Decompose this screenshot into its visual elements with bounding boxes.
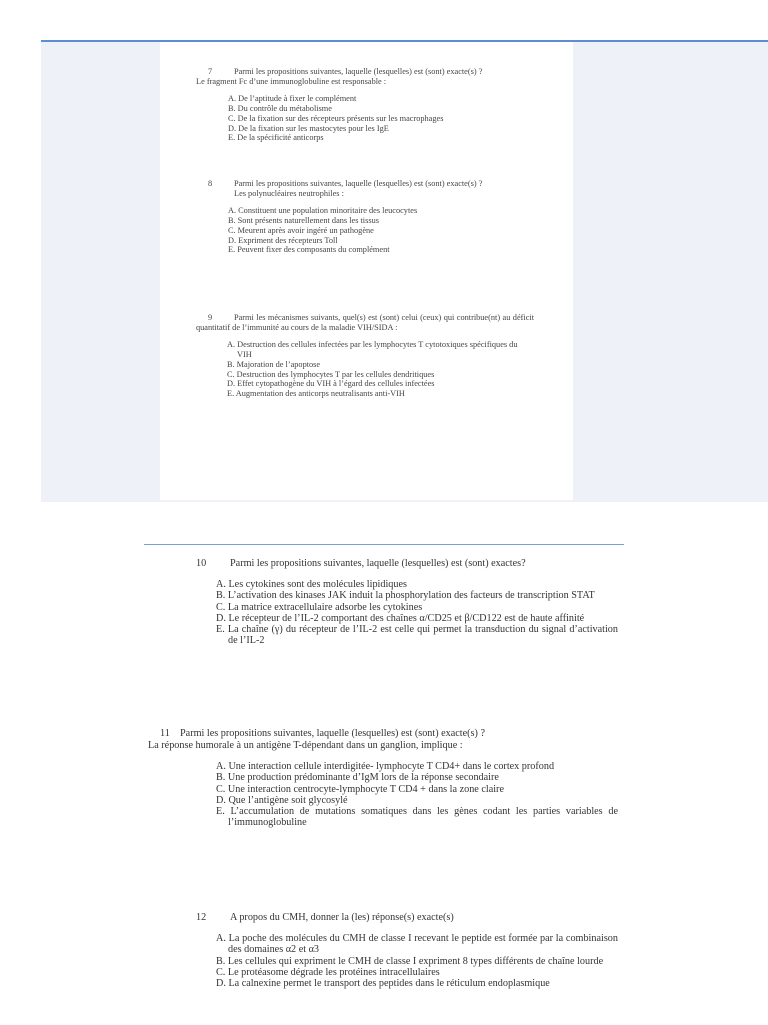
option-list xyxy=(206,933,618,989)
question-lead: Parmi les propositions suivantes, laquelle (lesquelles) est (sont) exacte(s) ? xyxy=(180,728,485,739)
option-e[interactable]: E. Augmentation des anticorps neutralisants anti-VIH xyxy=(227,388,405,398)
option-b[interactable]: B. Les cellules qui expriment le CMH de classe I expriment 8 types différents de chaîne lourde xyxy=(216,955,604,967)
option-list xyxy=(206,579,618,647)
question-10 xyxy=(196,558,616,647)
question-number: 7 xyxy=(208,67,213,76)
option-c[interactable]: C. De la fixation sur des récepteurs présents sur les macrophages xyxy=(228,113,444,123)
option-c[interactable]: C. Une interaction centrocyte-lymphocyte T CD4 + dans la zone claire xyxy=(216,783,504,795)
question-number: 11 xyxy=(160,728,170,739)
option-e[interactable]: E. De la spécificité anticorps xyxy=(228,133,324,143)
option-b[interactable]: B. Sont présents naturellement dans les tissus xyxy=(228,216,379,226)
option-a[interactable]: A. De l’aptitude à fixer le complément xyxy=(228,94,357,104)
question-lead: A propos du CMH, donner la (les) réponse(s) exacte(s) xyxy=(230,912,454,923)
question-12 xyxy=(196,912,616,989)
option-b[interactable]: B. Majoration de l’apoptose xyxy=(227,359,321,369)
option-e[interactable]: E. La chaîne (γ) du récepteur de l’IL-2 est celle qui permet la transduction du signal d’activation de l’IL-2 xyxy=(216,624,618,647)
question-number: 12 xyxy=(196,912,207,923)
question-11 xyxy=(148,728,618,829)
option-list xyxy=(220,340,534,398)
option-b[interactable]: B. L’activation des kinases JAK induit la phosphorylation des facteurs de transcription STAT xyxy=(216,590,595,602)
question-lead: Parmi les propositions suivantes, laquelle (lesquelles) est (sont) exacte(s) ? xyxy=(234,179,483,188)
question-lead: Parmi les mécanismes suivants, quel(s) est (sont) celui (ceux) qui contribue(nt) au déficit quantitatif de l’immunité au cours de la maladie VIH/SIDA : xyxy=(196,313,534,332)
question-lead: Parmi les propositions suivantes, laquelle (lesquelles) est (sont) exactes? xyxy=(230,558,526,569)
question-9 xyxy=(196,313,534,399)
question-lead: Parmi les propositions suivantes, laquelle (lesquelles) est (sont) exacte(s) ? xyxy=(234,67,483,76)
option-c[interactable]: C. Destruction des lymphocytes T par les cellules dendritiques xyxy=(227,369,435,379)
option-c[interactable]: C. Le protéasome dégrade les protéines intracellulaires xyxy=(216,966,440,978)
option-d[interactable]: D. De la fixation sur les mastocytes pour les IgE xyxy=(228,123,389,133)
question-number: 10 xyxy=(196,558,207,569)
option-b[interactable]: B. Du contrôle du métabolisme xyxy=(228,104,332,114)
option-a[interactable]: A. La poche des molécules du CMH de classe I recevant le peptide est formée par la combinaison des domaines α2 et α3 xyxy=(216,933,618,956)
question-subtitle: Les polynucléaires neutrophiles : xyxy=(234,188,344,198)
option-c[interactable]: C. Meurent après avoir ingéré un pathogène xyxy=(228,225,374,235)
question-subtitle: Le fragment Fc d’une immunoglobuline est responsable : xyxy=(196,76,387,86)
question-number: 8 xyxy=(208,179,213,188)
option-d[interactable]: D. Le récepteur de l’IL-2 comportant des chaînes α/CD25 et β/CD122 est de haute affinité xyxy=(216,612,585,624)
document-page-1 xyxy=(160,42,573,500)
option-e[interactable]: E. L’accumulation de mutations somatiques dans les gènes codant les parties variables de l’immunoglobuline xyxy=(216,806,618,829)
option-list xyxy=(206,761,618,829)
option-e[interactable]: E. Peuvent fixer des composants du complément xyxy=(228,245,390,255)
option-a[interactable]: A. Une interaction cellule interdigitée- lymphocyte T CD4+ dans le cortex profond xyxy=(216,761,555,772)
option-d[interactable]: D. Que l’antigène soit glycosylé xyxy=(216,794,348,806)
option-a[interactable]: A. Les cytokines sont des molécules lipidiques xyxy=(216,579,407,590)
option-a[interactable]: A. Constituent une population minoritaire des leucocytes xyxy=(228,206,418,216)
option-c[interactable]: C. La matrice extracellulaire adsorbe les cytokines xyxy=(216,601,423,613)
option-d[interactable]: D. Expriment des récepteurs Toll xyxy=(228,235,338,245)
document-page-2 xyxy=(144,544,624,1025)
question-8 xyxy=(208,179,558,255)
question-7 xyxy=(196,67,558,143)
option-b[interactable]: B. Une production prédominante d’IgM lors de la réponse secondaire xyxy=(216,772,499,784)
question-number: 9 xyxy=(208,313,213,322)
option-a[interactable]: A. Destruction des cellules infectées par les lymphocytes T cytotoxiques spécifiques du VIH xyxy=(227,340,518,360)
option-d[interactable]: D. Effet cytopathogène du VIH à l’égard des cellules infectées xyxy=(227,379,435,389)
option-list xyxy=(221,94,558,143)
question-subtitle: La réponse humorale à un antigène T-dépendant dans un ganglion, implique : xyxy=(148,740,463,751)
option-list xyxy=(221,206,558,255)
option-d[interactable]: D. La calnexine permet le transport des peptides dans le réticulum endoplasmique xyxy=(216,978,550,990)
